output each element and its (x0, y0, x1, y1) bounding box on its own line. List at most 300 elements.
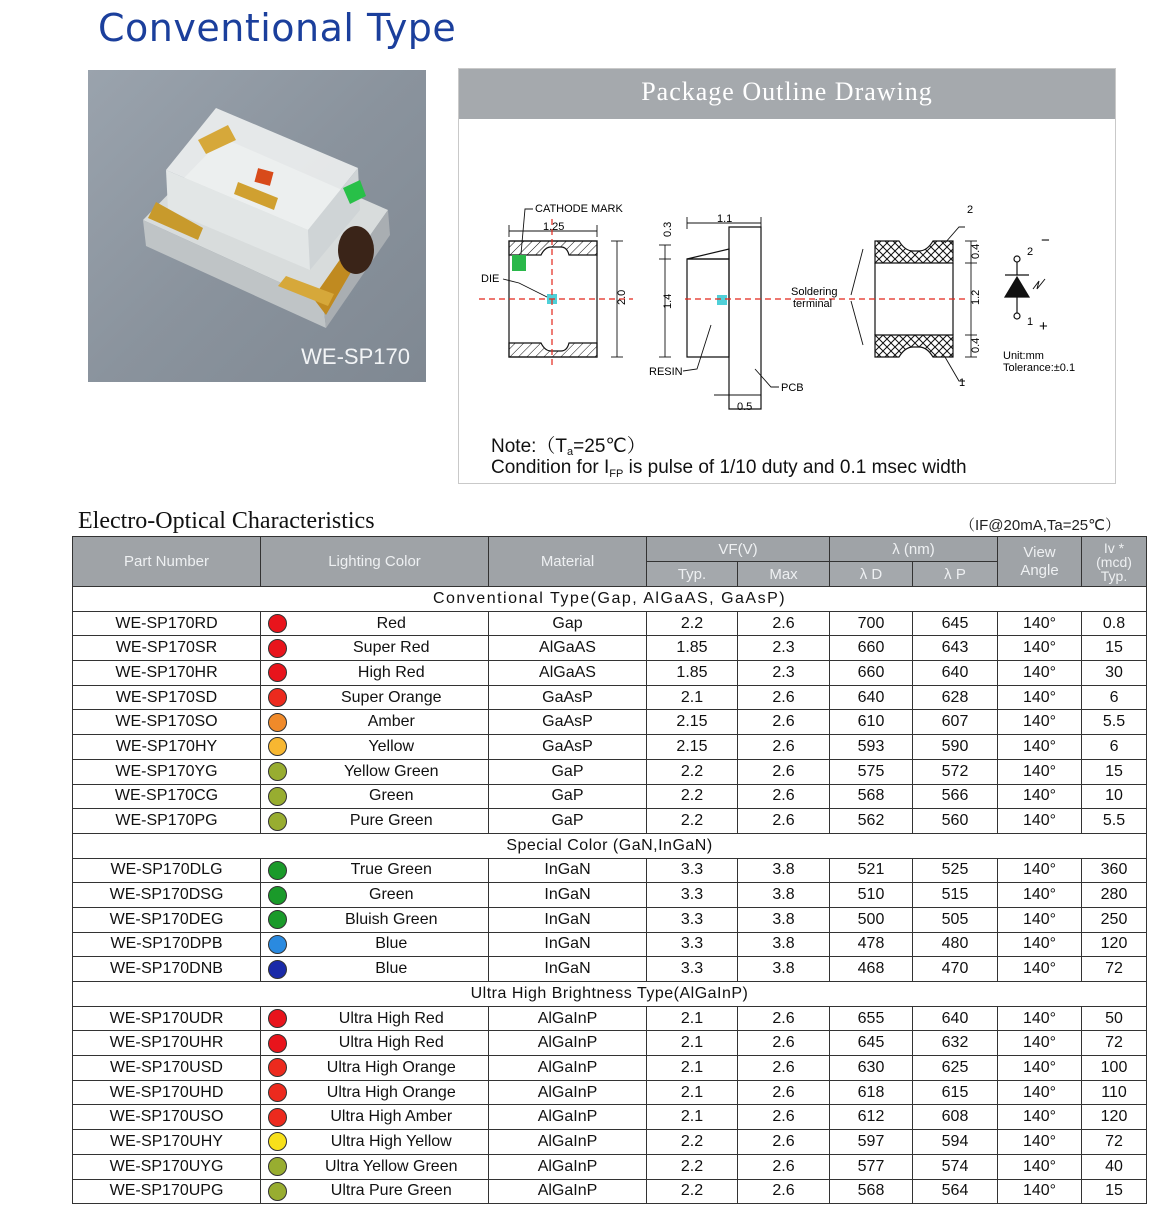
part-number-cell: WE-SP170DEG (73, 907, 261, 932)
material-cell: GaAsP (489, 735, 647, 760)
table-row (73, 784, 1147, 809)
color-swatch-cell (261, 710, 295, 735)
vf-max-cell: 2.6 (738, 784, 830, 809)
material-cell: AlGaInP (489, 1080, 647, 1105)
material-cell: AlGaAS (489, 636, 647, 661)
header-vf-typ: Typ. (647, 562, 738, 587)
vf-max-cell: 2.6 (738, 809, 830, 834)
page-title: Conventional Type (98, 6, 457, 50)
vf-typ-cell: 1.85 (647, 636, 738, 661)
lighting-color-cell: Red (295, 611, 489, 636)
side-view (659, 217, 779, 409)
color-swatch-cell (261, 661, 295, 686)
angle-cell: 140° (998, 1130, 1082, 1155)
part-number-cell: WE-SP170USD (73, 1056, 261, 1081)
header-iv: Iv * (mcd) Typ. (1082, 537, 1147, 587)
ld-cell: 700 (830, 611, 913, 636)
ld-cell: 568 (830, 1179, 913, 1204)
angle-cell: 140° (998, 858, 1082, 883)
color-swatch-cell (261, 907, 295, 932)
lighting-color-cell: Ultra High Yellow (295, 1130, 489, 1155)
header-lighting-color: Lighting Color (261, 537, 489, 587)
color-dot-icon (268, 762, 287, 781)
vf-max-cell: 2.6 (738, 1056, 830, 1081)
vf-max-cell: 3.8 (738, 858, 830, 883)
material-cell: GaAsP (489, 685, 647, 710)
iv-cell: 10 (1082, 784, 1147, 809)
table-condition: （IF@20mA,Ta=25℃） (959, 517, 1120, 534)
ld-cell: 655 (830, 1006, 913, 1031)
material-cell: InGaN (489, 858, 647, 883)
color-swatch-cell (261, 636, 295, 661)
vf-typ-cell: 2.2 (647, 784, 738, 809)
lp-cell: 615 (913, 1080, 998, 1105)
material-cell: InGaN (489, 932, 647, 957)
angle-cell: 140° (998, 1154, 1082, 1179)
vf-typ-cell: 2.15 (647, 735, 738, 760)
color-dot-icon (268, 861, 287, 880)
ld-cell: 562 (830, 809, 913, 834)
vf-max-cell: 3.8 (738, 907, 830, 932)
ld-cell: 500 (830, 907, 913, 932)
vf-typ-cell: 2.1 (647, 1006, 738, 1031)
lp-cell: 525 (913, 858, 998, 883)
label-dim-1-2: 1.2 (970, 289, 982, 305)
header-lambda: λ (nm) (830, 537, 998, 562)
lighting-color-cell: Blue (295, 932, 489, 957)
table-row (73, 611, 1147, 636)
part-number-cell: WE-SP170UPG (73, 1179, 261, 1204)
vf-typ-cell: 3.3 (647, 858, 738, 883)
angle-cell: 140° (998, 735, 1082, 760)
label-soldering-2: terminal (793, 298, 833, 310)
part-number-cell: WE-SP170SR (73, 636, 261, 661)
bottom-view (851, 227, 977, 381)
iv-cell: 120 (1082, 932, 1147, 957)
table-row (73, 735, 1147, 760)
color-swatch-cell (261, 1105, 295, 1130)
group-title: Ultra High Brightness Type(AlGaInP) (73, 982, 1147, 1007)
lighting-color-cell: High Red (295, 661, 489, 686)
ld-cell: 568 (830, 784, 913, 809)
label-pad-2: 2 (967, 204, 974, 216)
color-dot-icon (268, 713, 287, 732)
material-cell: GaP (489, 784, 647, 809)
iv-cell: 15 (1082, 759, 1147, 784)
ld-cell: 521 (830, 858, 913, 883)
material-cell: AlGaInP (489, 1056, 647, 1081)
label-tolerance: Tolerance:±0.1 (1003, 362, 1076, 374)
material-cell: Gap (489, 611, 647, 636)
lighting-color-cell: Pure Green (295, 809, 489, 834)
ld-cell: 640 (830, 685, 913, 710)
lp-cell: 645 (913, 611, 998, 636)
color-dot-icon (268, 737, 287, 756)
ld-cell: 577 (830, 1154, 913, 1179)
table-row (73, 636, 1147, 661)
header-vf-max: Max (738, 562, 830, 587)
group-header-row (73, 833, 1147, 858)
vf-max-cell: 3.8 (738, 883, 830, 908)
material-cell: GaP (489, 809, 647, 834)
vf-typ-cell: 2.2 (647, 1130, 738, 1155)
lighting-color-cell: Ultra High Amber (295, 1105, 489, 1130)
color-dot-icon (268, 960, 287, 979)
table-row (73, 1154, 1147, 1179)
color-swatch-cell (261, 1080, 295, 1105)
color-dot-icon (268, 688, 287, 707)
table-row (73, 661, 1147, 686)
part-number-cell: WE-SP170SD (73, 685, 261, 710)
group-title: Special Color (GaN,InGaN) (73, 833, 1147, 858)
drawing-header-title: Package Outline Drawing (641, 77, 933, 106)
lp-cell: 564 (913, 1179, 998, 1204)
vf-max-cell: 2.6 (738, 759, 830, 784)
angle-cell: 140° (998, 932, 1082, 957)
table-row (73, 858, 1147, 883)
iv-cell: 72 (1082, 1130, 1147, 1155)
drawing-condition: Condition for $I_{FP}$ is pulse of 1/10 duty and 0.1 msec width (491, 457, 967, 480)
part-number-cell: WE-SP170PG (73, 809, 261, 834)
part-number-cell: WE-SP170UHR (73, 1031, 261, 1056)
material-cell: AlGaInP (489, 1179, 647, 1204)
vf-typ-cell: 3.3 (647, 883, 738, 908)
header-lambda-p: λ P (913, 562, 998, 587)
vf-max-cell: 2.6 (738, 1080, 830, 1105)
table-row (73, 883, 1147, 908)
color-swatch-cell (261, 1179, 295, 1204)
lighting-color-cell: Green (295, 784, 489, 809)
vf-typ-cell: 2.1 (647, 1031, 738, 1056)
label-dim-0-3: 0.3 (662, 221, 674, 237)
label-dim-2-0: 2.0 (616, 289, 628, 305)
iv-cell: 250 (1082, 907, 1147, 932)
table-row (73, 685, 1147, 710)
ld-cell: 468 (830, 957, 913, 982)
color-dot-icon (268, 1058, 287, 1077)
lp-cell: 590 (913, 735, 998, 760)
ld-cell: 510 (830, 883, 913, 908)
vf-max-cell: 3.8 (738, 957, 830, 982)
label-cathode-mark: CATHODE MARK (535, 203, 623, 215)
lighting-color-cell: Amber (295, 710, 489, 735)
color-dot-icon (268, 886, 287, 905)
header-part-number: Part Number (73, 537, 261, 587)
table-body (73, 587, 1147, 1204)
vf-typ-cell: 2.2 (647, 809, 738, 834)
label-die: DIE (481, 273, 500, 285)
part-number-cell: WE-SP170DLG (73, 858, 261, 883)
angle-cell: 140° (998, 1006, 1082, 1031)
label-pin-1: 1 (1027, 316, 1034, 328)
table-row (73, 759, 1147, 784)
part-number-cell: WE-SP170HY (73, 735, 261, 760)
iv-cell: 100 (1082, 1056, 1147, 1081)
color-swatch-cell (261, 858, 295, 883)
angle-cell: 140° (998, 883, 1082, 908)
angle-cell: 140° (998, 907, 1082, 932)
label-dim-1-25: 1.25 (543, 221, 565, 233)
vf-typ-cell: 3.3 (647, 957, 738, 982)
color-dot-icon (268, 639, 287, 658)
iv-cell: 15 (1082, 636, 1147, 661)
label-plus: + (1039, 318, 1048, 335)
outline-drawing-svg (459, 119, 1115, 429)
angle-cell: 140° (998, 957, 1082, 982)
vf-typ-cell: 2.2 (647, 759, 738, 784)
label-dim-0-5: 0.5 (737, 401, 753, 413)
vf-max-cell: 2.6 (738, 710, 830, 735)
header-view-angle: View Angle (998, 537, 1082, 587)
vf-typ-cell: 1.85 (647, 661, 738, 686)
color-swatch-cell (261, 883, 295, 908)
color-dot-icon (268, 812, 287, 831)
vf-typ-cell: 2.15 (647, 710, 738, 735)
vf-typ-cell: 2.2 (647, 611, 738, 636)
table-row (73, 932, 1147, 957)
table-row (73, 957, 1147, 982)
color-swatch-cell (261, 957, 295, 982)
iv-cell: 110 (1082, 1080, 1147, 1105)
table-row (73, 1105, 1147, 1130)
color-swatch-cell (261, 1031, 295, 1056)
header-material: Material (489, 537, 647, 587)
iv-cell: 72 (1082, 957, 1147, 982)
color-dot-icon (268, 1083, 287, 1102)
angle-cell: 140° (998, 759, 1082, 784)
angle-cell: 140° (998, 1080, 1082, 1105)
angle-cell: 140° (998, 809, 1082, 834)
ld-cell: 645 (830, 1031, 913, 1056)
lp-cell: 640 (913, 1006, 998, 1031)
table-row (73, 1056, 1147, 1081)
vf-typ-cell: 2.1 (647, 1080, 738, 1105)
drawing-header-bar (459, 69, 1115, 119)
material-cell: AlGaInP (489, 1006, 647, 1031)
label-unit: Unit:mm (1003, 350, 1044, 362)
part-number-cell: WE-SP170UDR (73, 1006, 261, 1031)
package-outline-panel (458, 68, 1116, 484)
label-dim-0-4-top: 0.4 (970, 243, 982, 259)
table-row (73, 710, 1147, 735)
ld-cell: 575 (830, 759, 913, 784)
part-number-cell: WE-SP170CG (73, 784, 261, 809)
material-cell: AlGaInP (489, 1154, 647, 1179)
iv-cell: 50 (1082, 1006, 1147, 1031)
angle-cell: 140° (998, 784, 1082, 809)
part-number-cell: WE-SP170DNB (73, 957, 261, 982)
color-swatch-cell (261, 611, 295, 636)
vf-max-cell: 2.6 (738, 1179, 830, 1204)
iv-cell: 120 (1082, 1105, 1147, 1130)
iv-cell: 30 (1082, 661, 1147, 686)
vf-max-cell: 2.6 (738, 1154, 830, 1179)
vf-typ-cell: 2.2 (647, 1179, 738, 1204)
color-dot-icon (268, 787, 287, 806)
material-cell: AlGaInP (489, 1031, 647, 1056)
iv-cell: 0.8 (1082, 611, 1147, 636)
material-cell: InGaN (489, 907, 647, 932)
vf-max-cell: 2.6 (738, 685, 830, 710)
angle-cell: 140° (998, 1056, 1082, 1081)
lp-cell: 628 (913, 685, 998, 710)
lighting-color-cell: Yellow (295, 735, 489, 760)
part-number-cell: WE-SP170DSG (73, 883, 261, 908)
lp-cell: 515 (913, 883, 998, 908)
table-row (73, 1130, 1147, 1155)
lighting-color-cell: Green (295, 883, 489, 908)
color-dot-icon (268, 1182, 287, 1201)
label-dim-1-4: 1.4 (662, 293, 674, 309)
lp-cell: 470 (913, 957, 998, 982)
ld-cell: 610 (830, 710, 913, 735)
part-number-cell: WE-SP170UHY (73, 1130, 261, 1155)
ld-cell: 597 (830, 1130, 913, 1155)
lighting-color-cell: Ultra High Red (295, 1006, 489, 1031)
lp-cell: 566 (913, 784, 998, 809)
table-row (73, 809, 1147, 834)
vf-max-cell: 2.6 (738, 1105, 830, 1130)
vf-typ-cell: 2.2 (647, 1154, 738, 1179)
angle-cell: 140° (998, 661, 1082, 686)
group-title: Conventional Type(Gap, AlGaAS, GaAsP) (73, 587, 1147, 612)
label-minus: − (1041, 232, 1050, 249)
vf-max-cell: 2.6 (738, 1130, 830, 1155)
angle-cell: 140° (998, 611, 1082, 636)
lighting-color-cell: Bluish Green (295, 907, 489, 932)
ld-cell: 660 (830, 636, 913, 661)
group-header-row (73, 587, 1147, 612)
electro-optical-table (72, 536, 1147, 1204)
color-dot-icon (268, 1108, 287, 1127)
vf-max-cell: 2.6 (738, 611, 830, 636)
header-vf: VF(V) (647, 537, 830, 562)
lighting-color-cell: Ultra Pure Green (295, 1179, 489, 1204)
ld-cell: 593 (830, 735, 913, 760)
vf-typ-cell: 2.1 (647, 1056, 738, 1081)
lighting-color-cell: Blue (295, 957, 489, 982)
color-swatch-cell (261, 1130, 295, 1155)
vf-typ-cell: 2.1 (647, 685, 738, 710)
vf-max-cell: 2.3 (738, 661, 830, 686)
color-dot-icon (268, 935, 287, 954)
vf-max-cell: 2.3 (738, 636, 830, 661)
part-number-cell: WE-SP170DPB (73, 932, 261, 957)
color-swatch-cell (261, 685, 295, 710)
angle-cell: 140° (998, 685, 1082, 710)
color-dot-icon (268, 1132, 287, 1151)
color-dot-icon (268, 1034, 287, 1053)
angle-cell: 140° (998, 1179, 1082, 1204)
iv-cell: 72 (1082, 1031, 1147, 1056)
color-dot-icon (268, 614, 287, 633)
lp-cell: 625 (913, 1056, 998, 1081)
material-cell: GaP (489, 759, 647, 784)
lp-cell: 640 (913, 661, 998, 686)
lighting-color-cell: Ultra Yellow Green (295, 1154, 489, 1179)
ld-cell: 630 (830, 1056, 913, 1081)
lighting-color-cell: Yellow Green (295, 759, 489, 784)
iv-cell: 360 (1082, 858, 1147, 883)
lp-cell: 643 (913, 636, 998, 661)
color-dot-icon (268, 663, 287, 682)
iv-cell: 280 (1082, 883, 1147, 908)
table-row (73, 1179, 1147, 1204)
lp-cell: 607 (913, 710, 998, 735)
color-swatch-cell (261, 1056, 295, 1081)
lp-cell: 594 (913, 1130, 998, 1155)
vf-max-cell: 2.6 (738, 735, 830, 760)
material-cell: AlGaInP (489, 1105, 647, 1130)
angle-cell: 140° (998, 710, 1082, 735)
part-number-cell: WE-SP170YG (73, 759, 261, 784)
label-dim-0-4-bottom: 0.4 (970, 337, 982, 353)
lighting-color-cell: Super Orange (295, 685, 489, 710)
iv-cell: 6 (1082, 735, 1147, 760)
angle-cell: 140° (998, 636, 1082, 661)
color-swatch-cell (261, 784, 295, 809)
lighting-color-cell: Ultra High Red (295, 1031, 489, 1056)
lp-cell: 560 (913, 809, 998, 834)
color-swatch-cell (261, 1006, 295, 1031)
label-resin: RESIN (649, 366, 683, 378)
vf-max-cell: 2.6 (738, 1031, 830, 1056)
iv-cell: 40 (1082, 1154, 1147, 1179)
lighting-color-cell: Super Red (295, 636, 489, 661)
material-cell: InGaN (489, 883, 647, 908)
label-pad-1: 1 (959, 377, 966, 389)
ld-cell: 618 (830, 1080, 913, 1105)
lp-cell: 505 (913, 907, 998, 932)
lp-cell: 572 (913, 759, 998, 784)
product-photo (88, 70, 426, 382)
vf-typ-cell: 3.3 (647, 907, 738, 932)
color-swatch-cell (261, 759, 295, 784)
lighting-color-cell: Ultra High Orange (295, 1056, 489, 1081)
material-cell: InGaN (489, 957, 647, 982)
label-pin-2: 2 (1027, 246, 1034, 258)
iv-cell: 15 (1082, 1179, 1147, 1204)
led-photo-illustration (88, 70, 426, 382)
label-pcb: PCB (781, 382, 804, 394)
color-dot-icon (268, 910, 287, 929)
material-cell: AlGaAS (489, 661, 647, 686)
part-number-cell: WE-SP170HR (73, 661, 261, 686)
material-cell: GaAsP (489, 710, 647, 735)
ld-cell: 660 (830, 661, 913, 686)
diode-symbol-icon (1005, 256, 1045, 319)
header-lambda-d: λ D (830, 562, 913, 587)
color-swatch-cell (261, 809, 295, 834)
angle-cell: 140° (998, 1031, 1082, 1056)
part-number-cell: WE-SP170RD (73, 611, 261, 636)
table-row (73, 1031, 1147, 1056)
lighting-color-cell: True Green (295, 858, 489, 883)
vf-typ-cell: 3.3 (647, 932, 738, 957)
label-soldering-1: Soldering (791, 286, 838, 298)
iv-cell: 5.5 (1082, 809, 1147, 834)
photo-model-label: WE-SP170 (301, 344, 410, 369)
angle-cell: 140° (998, 1105, 1082, 1130)
lp-cell: 632 (913, 1031, 998, 1056)
color-swatch-cell (261, 735, 295, 760)
lp-cell: 608 (913, 1105, 998, 1130)
vf-max-cell: 2.6 (738, 1006, 830, 1031)
vf-typ-cell: 2.1 (647, 1105, 738, 1130)
group-header-row (73, 982, 1147, 1007)
part-number-cell: WE-SP170UYG (73, 1154, 261, 1179)
drawing-note: Note:（Ta=25℃） (491, 436, 646, 458)
